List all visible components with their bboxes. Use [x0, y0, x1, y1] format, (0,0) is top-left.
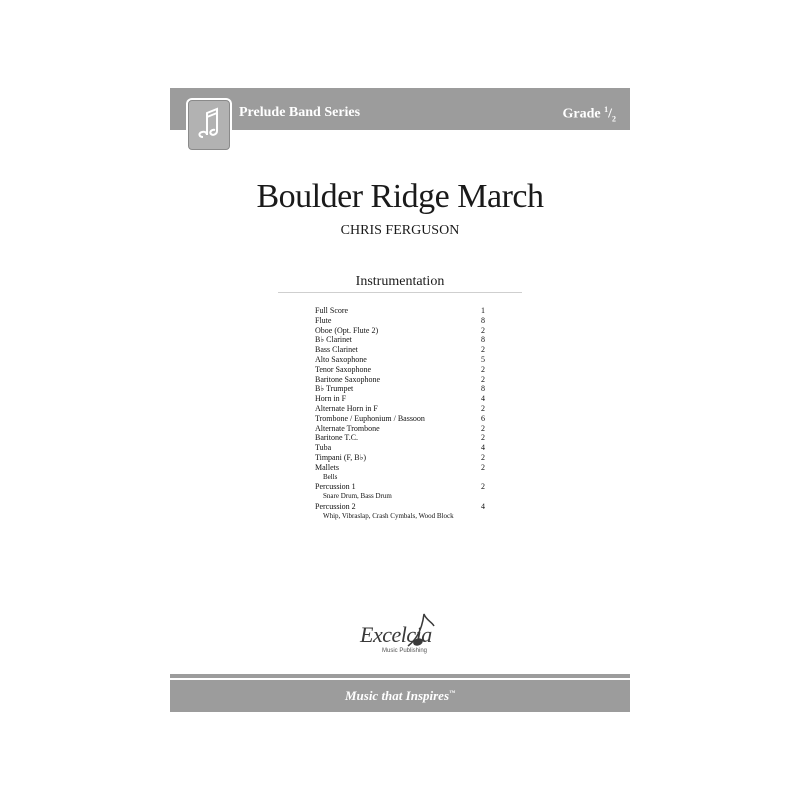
instrument-row: [315, 424, 485, 434]
instrument-parts: Bells: [323, 472, 338, 481]
footer-band: [170, 678, 630, 712]
instrument-name: Trombone / Euphonium / Bassoon: [315, 413, 425, 423]
grade-label: Grade $^1/_2$: [562, 105, 616, 124]
instrument-count: 2: [481, 325, 485, 335]
instrument-row: [315, 443, 485, 453]
page-title: Boulder Ridge March: [256, 178, 544, 215]
instrument-count: 1: [481, 306, 485, 315]
instrument-name: Baritone T.C.: [315, 433, 359, 443]
instrument-name: B♭ Trumpet: [315, 384, 354, 394]
instrument-name: Percussion 2: [315, 501, 356, 511]
instrument-count: 2: [481, 452, 485, 462]
instrument-row: [315, 306, 485, 316]
instrumentation-list: [315, 306, 485, 522]
instrumentation-heading: Instrumentation: [355, 274, 445, 289]
instrument-name: Alternate Horn in F: [315, 403, 378, 413]
series-name: Prelude Band Series: [239, 105, 361, 120]
instrument-name: Flute: [315, 315, 332, 325]
instrument-count: 4: [481, 394, 485, 404]
instrument-count: 4: [481, 443, 485, 453]
instrument-name: Horn in F: [315, 394, 347, 404]
instrument-count: 8: [481, 315, 485, 325]
instrument-count: 8: [481, 384, 485, 394]
instrument-count: 2: [481, 374, 485, 384]
instrument-row: [315, 414, 485, 424]
instrument-name: Mallets: [315, 462, 339, 472]
logo-text: Excelcia: [360, 622, 432, 647]
instrument-row: [315, 394, 485, 404]
instrument-row: [315, 502, 485, 512]
instrument-count: 4: [481, 501, 485, 511]
instrument-name: Tenor Saxophone: [315, 364, 372, 374]
instrument-name: Oboe (Opt. Flute 2): [315, 325, 379, 335]
instrument-row: [315, 316, 485, 326]
instrument-parts: Snare Drum, Bass Drum: [323, 492, 392, 501]
instrument-name: B♭ Clarinet: [315, 335, 352, 345]
header-band: [170, 88, 630, 130]
instrument-row: [315, 345, 485, 355]
heading-divider: [278, 292, 522, 293]
instrument-name: Tuba: [315, 443, 332, 453]
instrument-name: Alternate Trombone: [315, 423, 380, 433]
instrument-count: 2: [481, 423, 485, 433]
instrument-row: [315, 355, 485, 365]
instrument-parts: Whip, Vibraslap, Crash Cymbals, Wood Block: [323, 511, 454, 520]
instrument-count: 6: [481, 413, 485, 423]
instrument-row: [315, 404, 485, 414]
instrument-name: Baritone Saxophone: [315, 374, 381, 384]
instrument-count: 8: [481, 335, 485, 345]
instrument-count: 2: [481, 482, 485, 492]
instrument-name: Alto Saxophone: [315, 354, 367, 364]
instrument-count: 2: [481, 364, 485, 374]
instrument-count: 5: [481, 354, 485, 364]
instrument-row: [315, 482, 485, 492]
instrument-count: 2: [481, 345, 485, 355]
instrument-row: [315, 433, 485, 443]
instrument-count: 2: [481, 462, 485, 472]
logo-subtitle: Music Publishing: [382, 648, 428, 654]
instrument-row: [315, 326, 485, 336]
instrument-name: Bass Clarinet: [315, 345, 358, 355]
instrument-row: [315, 365, 485, 375]
instrument-name: Percussion 1: [315, 482, 356, 492]
composer-name: CHRIS FERGUSON: [340, 223, 460, 238]
instrument-count: 2: [481, 433, 485, 443]
instrument-row: [315, 375, 485, 385]
instrument-row: [315, 463, 485, 473]
instrument-name: Timpani (F, B♭): [315, 452, 367, 462]
instrument-row: [315, 384, 485, 394]
instrument-name: Full Score: [315, 306, 349, 315]
publisher-logo: [356, 610, 446, 660]
instrument-row: [315, 453, 485, 463]
music-note-icon: [188, 100, 230, 150]
instrument-row: [315, 335, 485, 345]
cover-page: [170, 88, 630, 710]
tagline: Music that Inspires™: [344, 688, 456, 703]
instrument-count: 2: [481, 403, 485, 413]
